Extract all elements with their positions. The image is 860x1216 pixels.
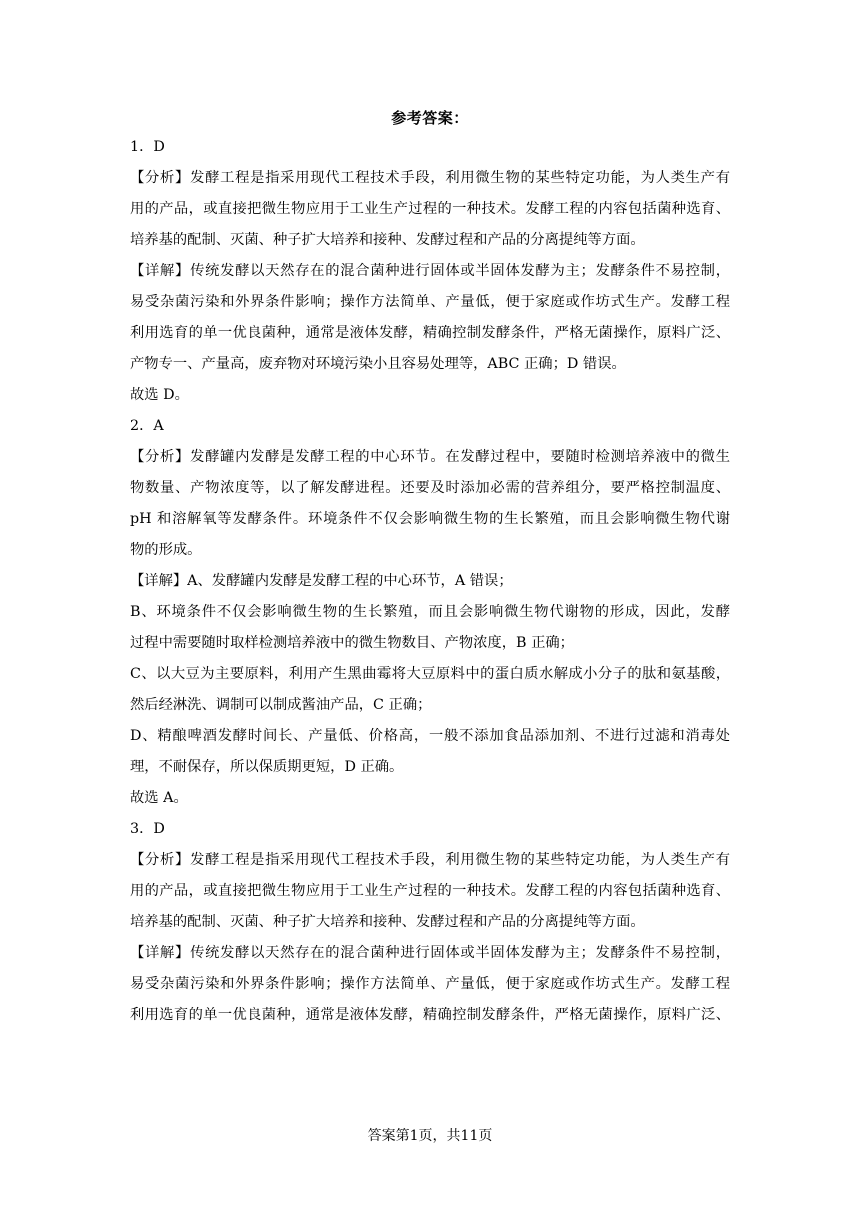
detail-paragraph-line: 【详解】传统发酵以天然存在的混合菌种进行固体或半固体发酵为主；发酵条件不易控制， xyxy=(130,945,730,961)
detail-paragraph-line: 理，不耐保存，所以保质期更短，D 正确。 xyxy=(130,759,404,775)
detail-paragraph-line: 【详解】A、发酵罐内发酵是发酵工程的中心环节，A 错误； xyxy=(130,573,513,589)
detail-paragraph-line: 【详解】传统发酵以天然存在的混合菌种进行固体或半固体发酵为主；发酵条件不易控制， xyxy=(130,263,730,279)
answer-choice-line: 故选 A。 xyxy=(130,790,188,806)
question-number-2: 2．A xyxy=(130,418,164,434)
analysis-paragraph-line: 【分析】发酵工程是指采用现代工程技术手段，利用微生物的某些特定功能，为人类生产有 xyxy=(130,852,730,868)
analysis-paragraph-line: 培养基的配制、灭菌、种子扩大培养和接种、发酵过程和产品的分离提纯等方面。 xyxy=(130,914,645,930)
question-number-1: 1．D xyxy=(130,139,165,155)
analysis-paragraph-line: 用的产品，或直接把微生物应用于工业生产过程的一种技术。发酵工程的内容包括菌种选育、 xyxy=(130,201,730,217)
detail-paragraph-line: 然后经淋洗、调制可以制成酱油产品，C 正确； xyxy=(130,697,432,713)
page-title: 参考答案： xyxy=(391,109,469,127)
analysis-paragraph-line: 物的形成。 xyxy=(130,542,202,558)
analysis-paragraph-line: 物数量、产物浓度等，以了解发酵进程。还要及时添加必需的营养组分，要严格控制温度、 xyxy=(130,480,730,496)
answer-content xyxy=(130,132,730,1031)
detail-paragraph-line: B、环境条件不仅会影响微生物的生长繁殖，而且会影响微生物代谢物的形成，因此，发酵 xyxy=(130,604,730,620)
question-number-3: 3．D xyxy=(130,821,165,837)
answer-choice-line: 故选 D。 xyxy=(130,387,189,403)
detail-paragraph-line: 利用选育的单一优良菌种，通常是液体发酵，精确控制发酵条件，严格无菌操作，原料广泛、 xyxy=(130,1007,730,1023)
analysis-paragraph-line: 【分析】发酵工程是指采用现代工程技术手段，利用微生物的某些特定功能，为人类生产有 xyxy=(130,170,730,186)
analysis-paragraph-line: 培养基的配制、灭菌、种子扩大培养和接种、发酵过程和产品的分离提纯等方面。 xyxy=(130,232,645,248)
detail-paragraph-line: 易受杂菌污染和外界条件影响；操作方法简单、产量低，便于家庭或作坊式生产。发酵工程 xyxy=(130,976,730,992)
detail-paragraph-line: 产物专一、产量高，废弃物对环境污染小且容易处理等，ABC 正确；D 错误。 xyxy=(130,356,626,372)
detail-paragraph-line: 过程中需要随时取样检测培养液中的微生物数目、产物浓度，B 正确； xyxy=(130,635,574,651)
detail-paragraph-line: 利用选育的单一优良菌种，通常是液体发酵，精确控制发酵条件，严格无菌操作，原料广泛、 xyxy=(130,325,730,341)
analysis-paragraph-line: 【分析】发酵罐内发酵是发酵工程的中心环节。在发酵过程中，要随时检测培养液中的微生 xyxy=(130,449,730,465)
analysis-paragraph-line: pH 和溶解氧等发酵条件。环境条件不仅会影响微生物的生长繁殖，而且会影响微生物代谢 xyxy=(130,511,730,527)
page-footer: 答案第1页，共11页 xyxy=(367,1128,493,1144)
detail-paragraph-line: 易受杂菌污染和外界条件影响；操作方法简单、产量低，便于家庭或作坊式生产。发酵工程 xyxy=(130,294,730,310)
detail-paragraph-line: D、精酿啤酒发酵时间长、产量低、价格高，一般不添加食品添加剂、不进行过滤和消毒处 xyxy=(130,728,730,744)
analysis-paragraph-line: 用的产品，或直接把微生物应用于工业生产过程的一种技术。发酵工程的内容包括菌种选育、 xyxy=(130,883,730,899)
detail-paragraph-line: C、以大豆为主要原料，利用产生黑曲霉将大豆原料中的蛋白质水解成小分子的肽和氨基酸， xyxy=(130,666,730,682)
